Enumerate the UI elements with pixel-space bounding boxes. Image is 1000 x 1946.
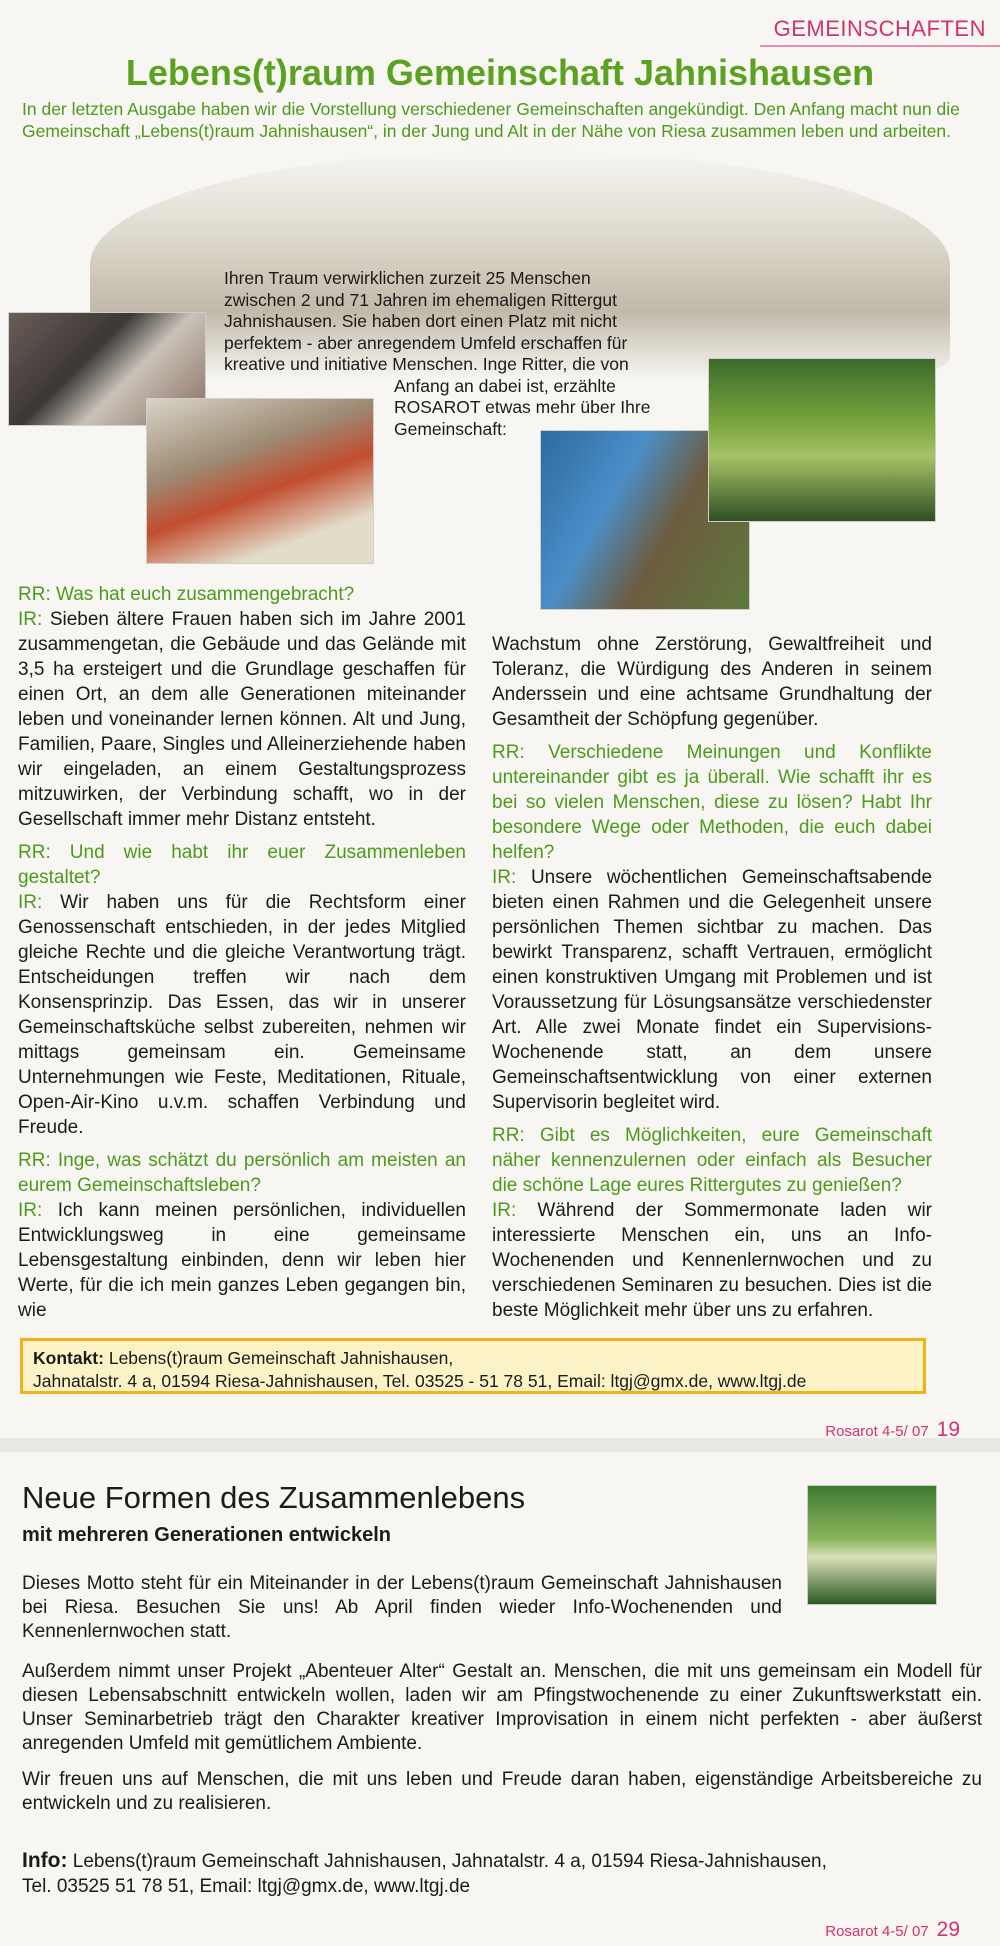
interview-left-column [18, 582, 466, 1331]
question: RR: Und wie habt ihr euer Zusammenleben gestaltet? [18, 842, 466, 888]
overlay-line: kreative und initiative Menschen. Inge Ritter, die von [224, 354, 629, 374]
overlay-line: Gemeinschaft: [394, 418, 507, 439]
overlay-line: ROSAROT etwas mehr über Ihre [394, 397, 651, 417]
contact-label: Kontakt: [33, 1348, 104, 1368]
contact-line: Lebens(t)raum Gemeinschaft Jahnishausen, [108, 1348, 454, 1368]
section-rule [760, 45, 1000, 47]
info-label: Info: [22, 1849, 68, 1872]
answer: IR: Unsere wöchentlichen Gemeinschaftsabende bieten einen Rahmen und die Gelegenheit unsere persönlichen Themen sichtbar zu machen. Das bewirkt Transparenz, schafft Vertrauen, ermöglicht einen konstruktiven Umgang mit Problemen und ist Voraussetzung für Lösungsansätze verschiedenster Art. Alle zwei Monate findet ein Supervisions-Wochenende statt, an dem unsere Gemeinschaftsentwicklung von einer externen Supervisorin begleitet wird. [492, 867, 933, 1113]
overlay-intro-text [224, 268, 694, 440]
answer: IR: Ich kann meinen persönlichen, individuellen Entwicklungsweg in eine gemeinsame Lebensgestaltung einbinden, denn wir leben hier Werte, für die ich mein ganzes Leben gegangen bin, wie [18, 1200, 466, 1321]
overlay-line: Ihren Traum verwirklichen zurzeit 25 Menschen [224, 268, 591, 288]
footer-magazine: Rosarot 4-5/ 07 [825, 1423, 929, 1440]
pavilion-thumbnail-photo [807, 1485, 937, 1605]
page-number: 19 [936, 1418, 960, 1441]
ad-subtitle: mit mehreren Generationen entwickeln [22, 1524, 391, 1546]
ad-paragraph: Wir freuen uns auf Menschen, die mit uns leben und Freude daran haben, eigenständige Arbeitsbereiche zu entwickeln und zu realisieren. [22, 1769, 982, 1814]
interview-right-column [492, 632, 932, 1331]
info-line: Lebens(t)raum Gemeinschaft Jahnishausen, Jahnatalstr. 4 a, 01594 Riesa-Jahnishausen, [72, 1851, 827, 1872]
contact-box [20, 1338, 926, 1394]
answer: IR: Wir haben uns für die Rechtsform einer Genossenschaft entschieden, in der jedes Mitglied gleiche Rechte und die gleiche Verantwortung trägt. Entscheidungen treffen wir nach dem Konsensprinzip. Das Essen, das wir in unserer Gemeinschaftsküche selbst zubereiten, nehmen wir mittags gemeinsam ein. Gemeinsame Unternehmungen wie Feste, Meditationen, Rituale, Open-Air-Kino u.v.m. schaffen Verbindung und Freude. [18, 892, 466, 1138]
overlay-line: perfektem - aber anregendem Umfeld erschaffen für [224, 332, 628, 353]
info-line: Tel. 03525 51 78 51, Email: ltgj@gmx.de, www.ltgj.de [22, 1876, 471, 1897]
ad-paragraph: Außerdem nimmt unser Projekt „Abenteuer Alter“ Gestalt an. Menschen, die mit uns gemeinsam ein Modell für diesen Lebensabschnitt entwickeln wollen, laden wir am Pfingstwochenende zu einer Zukunftswerkstatt ein. Unser Seminarbetrieb trägt den Charakter kreativer Improvisation in einem nicht perfekten - aber äußerst anregenden Umfeld mit gemütlichem Ambiente. [22, 1661, 982, 1754]
overlay-line: Anfang an dabei ist, erzählte [394, 375, 616, 396]
question: RR: Gibt es Möglichkeiten, eure Gemeinschaft näher kennenzulernen oder einfach als Besucher die schöne Lage eures Rittergutes zu genießen? [492, 1125, 932, 1196]
article-title: Lebens(t)raum Gemeinschaft Jahnishausen [125, 52, 875, 93]
contact-line: Jahnatalstr. 4 a, 01594 Riesa-Jahnishausen, Tel. 03525 - 51 78 51, Email: ltgj@gmx.de, www.ltgj.de [33, 1371, 807, 1391]
answer-continued: Wachstum ohne Zerstörung, Gewaltfreiheit und Toleranz, die Würdigung des Anderen in seinem Anderssein und eine achtsame Grundhaltung der Gesamtheit der Schöpfung gegenüber. [492, 634, 932, 730]
pavilion-park-photo [708, 358, 936, 522]
question: RR: Verschiedene Meinungen und Konflikte untereinander gibt es ja überall. Wie schafft ihr es bei so vielen Menschen, diese zu lösen? Habt Ihr besondere Wege oder Methoden, die euch dabei helfen? [492, 742, 932, 863]
ad-title: Neue Formen des Zusammenlebens [22, 1480, 526, 1515]
info-block [22, 1848, 982, 1899]
page-footer [825, 1418, 960, 1442]
section-label: GEMEINSCHAFTEN [773, 16, 986, 41]
overlay-line: Jahnishausen. Sie haben dort einen Platz mit nicht [224, 311, 618, 331]
page-number: 29 [936, 1918, 960, 1941]
footer-magazine: Rosarot 4-5/ 07 [825, 1923, 929, 1940]
page-footer [825, 1918, 960, 1942]
overlay-line: zwischen 2 und 71 Jahren im ehemaligen Rittergut [224, 289, 617, 310]
answer: IR: Sieben ältere Frauen haben sich im Jahre 2001 zusammengetan, die Gebäude und das Gelände mit 3,5 ha ersteigert und die Grundlage geschaffen für einen Ort, an dem alle Generationen miteinander leben und voneinander lernen können. Alt und Jung, Familien, Paare, Singles und Alleinerziehende haben wir eingeladen, an einem Gestaltungsprozess mitzuwirken, der Verbindung schafft, wo in der Gesellschaft immer mehr Distanz entsteht. [18, 609, 466, 830]
article-intro: In der letzten Ausgabe haben wir die Vorstellung verschiedener Gemeinschaften angekündigt. Den Anfang macht nun die Gemeinschaft „Lebens(t)raum Jahnishausen“, in der Jung und Alt in der Nähe von Riesa zusammen leben und arbeiten. [22, 99, 960, 141]
question: RR: Inge, was schätzt du persönlich am meisten an eurem Gemeinschaftsleben? [18, 1150, 466, 1196]
answer: IR: Während der Sommermonate laden wir interessierte Menschen ein, uns an Info-Wochenenden und Kennenlernwochen und zu verschiedenen Seminaren zu besuchen. Dies ist die beste Möglichkeit mehr über uns zu erfahren. [492, 1200, 933, 1321]
question: RR: Was hat euch zusammengebracht? [18, 584, 355, 605]
ad-paragraph: Dieses Motto steht für ein Miteinander in der Lebens(t)raum Gemeinschaft Jahnishausen bei Riesa. Besuchen Sie uns! Ab April finden wieder Info-Wochenenden und Kennenlernwochen statt. [22, 1573, 782, 1642]
